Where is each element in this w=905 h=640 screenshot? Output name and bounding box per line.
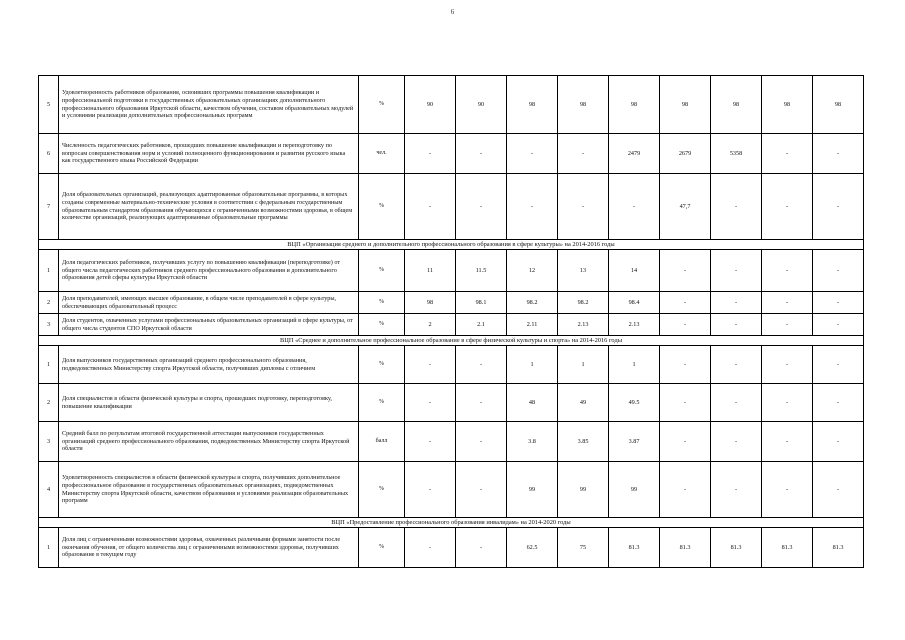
indicator-description: Доля лиц с ограниченными возможностями здоровья, охваченных различными формами занятости после окончания обучения, от общего количества лиц с ограниченными возможностями здоровья, получивших образование в текущем году [59,528,359,568]
indicator-description: Доля образовательных организаций, реализующих адаптированные образовательные программы, в которых созданы современные материально-технические условия в соответствии с федеральным государственным образовательным стандартом образования обучающихся с ограниченными возможностями здоровья, в общем количестве организаций, реализующих адаптированные образовательные программы [59,174,359,240]
indicator-description: Доля преподавателей, имеющих высшее образование, в общем числе преподавателей в сфере культуры, обеспечивающих образовательный процесс [59,292,359,314]
indicator-value: - [456,422,507,462]
indicator-value: - [762,292,813,314]
unit-of-measure: % [359,292,405,314]
indicators-table-container [38,75,864,568]
indicator-value: - [813,250,864,292]
indicator-value: 11 [405,250,456,292]
unit-of-measure: % [359,346,405,384]
indicator-value: 3.87 [609,422,660,462]
table-row [39,462,864,518]
indicator-value: 98 [711,76,762,134]
indicator-value: - [405,422,456,462]
indicator-description: Доля выпускников государственных организаций среднего профессионального образования, подведомственных Министерству спорта Иркутской области, получивших дипломы с отличием [59,346,359,384]
row-number: 1 [39,346,59,384]
unit-of-measure: % [359,314,405,336]
indicator-value: - [711,384,762,422]
indicator-value: - [456,384,507,422]
indicator-value: - [456,528,507,568]
unit-of-measure: % [359,462,405,518]
indicator-value: 98 [558,76,609,134]
indicator-value: - [813,174,864,240]
page-number: 6 [450,8,455,16]
indicator-value: - [711,174,762,240]
indicator-value: 98 [813,76,864,134]
indicator-value: 81.3 [762,528,813,568]
indicator-value: 2.1 [456,314,507,336]
unit-of-measure: чел. [359,134,405,174]
indicator-value: - [813,314,864,336]
indicator-value: 98.1 [456,292,507,314]
indicator-value: - [405,346,456,384]
indicator-value: 98 [660,76,711,134]
indicator-value: - [762,422,813,462]
indicator-value: 2 [405,314,456,336]
indicator-description: Средний балл по результатам итоговой государственной аттестации выпускников государственных организаций среднего профессионального образования, подведомственных Министерству спорта Иркутской области [59,422,359,462]
indicator-value: - [813,384,864,422]
indicator-value: - [813,134,864,174]
indicator-value: - [813,422,864,462]
indicators-table [38,75,864,568]
indicator-value: 2479 [609,134,660,174]
indicator-value: 2679 [660,134,711,174]
indicator-value: - [711,462,762,518]
indicator-value: 49 [558,384,609,422]
table-row [39,422,864,462]
table-row [39,174,864,240]
indicator-value: - [762,250,813,292]
indicator-description: Доля педагогических работников, получивших услугу по повышению квалификации (переподготовке) от общего числа педагогических работников среднего профессионального образования и дополнительного образования детей сферы культуры Иркутской области [59,250,359,292]
indicator-description: Удовлетворенность работников образования, освоивших программы повышения квалификации и профессиональной подготовки в государственных образовательных организациях дополнительного профессионального образования Иркутской области, качеством обучения, составом образовательных модулей и условиями реализации дополнительных профессиональных программ [59,76,359,134]
indicator-value: 12 [507,250,558,292]
indicator-value: - [813,292,864,314]
row-number: 5 [39,76,59,134]
indicator-value: 47,7 [660,174,711,240]
indicator-value: - [507,174,558,240]
indicator-value: - [660,462,711,518]
indicator-value: - [660,314,711,336]
table-row [39,528,864,568]
indicator-value: - [762,134,813,174]
indicator-value: - [405,134,456,174]
table-row [39,292,864,314]
indicator-value: - [507,134,558,174]
table-row [39,346,864,384]
indicator-value: 90 [405,76,456,134]
indicator-value: 49.5 [609,384,660,422]
indicator-value: 81.3 [711,528,762,568]
indicator-value: 81.3 [660,528,711,568]
section-title: ВЦП «Среднее и дополнительное профессиональное образование в сфере физической культуры и спорта» на 2014-2016 годы [39,336,864,346]
unit-of-measure: балл [359,422,405,462]
indicator-value: 98 [405,292,456,314]
indicator-value: 98.2 [558,292,609,314]
indicator-value: 81.3 [609,528,660,568]
indicator-value: 98.4 [609,292,660,314]
indicators-table-body [39,76,864,568]
indicator-value: 13 [558,250,609,292]
section-header-row [39,336,864,346]
row-number: 2 [39,292,59,314]
indicator-value: 3.8 [507,422,558,462]
indicator-value: 11.5 [456,250,507,292]
unit-of-measure: % [359,384,405,422]
indicator-value: 14 [609,250,660,292]
indicator-value: - [762,314,813,336]
indicator-value: - [660,292,711,314]
indicator-value: - [762,346,813,384]
unit-of-measure: % [359,76,405,134]
indicator-value: - [762,462,813,518]
row-number: 3 [39,314,59,336]
indicator-value: 5358 [711,134,762,174]
indicator-value: - [711,346,762,384]
table-row [39,384,864,422]
indicator-value: - [558,174,609,240]
section-header-row [39,240,864,250]
indicator-value: 98 [507,76,558,134]
indicator-value: 98 [609,76,660,134]
indicator-value: 1 [609,346,660,384]
indicator-value: 1 [558,346,609,384]
indicator-value: 98 [762,76,813,134]
indicator-value: - [660,346,711,384]
indicator-value: - [711,314,762,336]
indicator-value: 90 [456,76,507,134]
indicator-value: - [405,462,456,518]
indicator-value: - [456,462,507,518]
indicator-value: 99 [609,462,660,518]
section-title: ВЦП «Предоставление профессионального образования инвалидам» на 2014-2020 годы [39,518,864,528]
indicator-description: Доля студентов, охваченных услугами профессиональных образовательных организаций в сфере культуры, от общего числа студентов СПО Иркутской области [59,314,359,336]
indicator-value: - [405,384,456,422]
row-number: 7 [39,174,59,240]
indicator-value: - [660,422,711,462]
row-number: 3 [39,422,59,462]
indicator-value: - [711,250,762,292]
indicator-value: - [660,384,711,422]
section-header-row [39,518,864,528]
indicator-value: - [762,174,813,240]
indicator-value: - [456,174,507,240]
row-number: 1 [39,250,59,292]
indicator-value: 2.13 [558,314,609,336]
indicator-value: - [456,346,507,384]
indicator-value: 3.85 [558,422,609,462]
indicator-value: - [711,292,762,314]
indicator-value: 81.3 [813,528,864,568]
indicator-value: 99 [558,462,609,518]
indicator-value: 1 [507,346,558,384]
row-number: 2 [39,384,59,422]
indicator-description: Удовлетворенность специалистов в области физической культуры и спорта, получивших дополнительное профессиональное образование в государственных образовательных организациях, подведомственных Министерству спорта Иркутской области, качеством образования и условиями реализации образовательных программ [59,462,359,518]
row-number: 4 [39,462,59,518]
indicator-value: 75 [558,528,609,568]
indicator-value: 2.11 [507,314,558,336]
section-title: ВЦП «Организация среднего и дополнительного профессионального образования в сфере культуры» на 2014-2016 годы [39,240,864,250]
indicator-description: Доля специалистов в области физической культуры и спорта, прошедших подготовку, переподготовку, повышение квалификации [59,384,359,422]
indicator-value: 48 [507,384,558,422]
indicator-value: 98.2 [507,292,558,314]
indicator-value: - [711,422,762,462]
indicator-value: - [609,174,660,240]
indicator-value: - [660,250,711,292]
indicator-value: 99 [507,462,558,518]
indicator-value: 2.13 [609,314,660,336]
indicator-value: 62.5 [507,528,558,568]
unit-of-measure: % [359,528,405,568]
table-row [39,250,864,292]
indicator-value: - [813,462,864,518]
row-number: 6 [39,134,59,174]
row-number: 1 [39,528,59,568]
unit-of-measure: % [359,250,405,292]
indicator-value: - [405,174,456,240]
indicator-value: - [558,134,609,174]
indicator-value: - [456,134,507,174]
table-row [39,134,864,174]
indicator-value: - [813,346,864,384]
unit-of-measure: % [359,174,405,240]
table-row [39,76,864,134]
table-row [39,314,864,336]
indicator-value: - [762,384,813,422]
indicator-description: Численность педагогических работников, прошедших повышение квалификации и переподготовку по вопросам совершенствования норм и условий полноценного функционирования и развития русского языка как государственного языка Российской Федерации [59,134,359,174]
indicator-value: - [405,528,456,568]
